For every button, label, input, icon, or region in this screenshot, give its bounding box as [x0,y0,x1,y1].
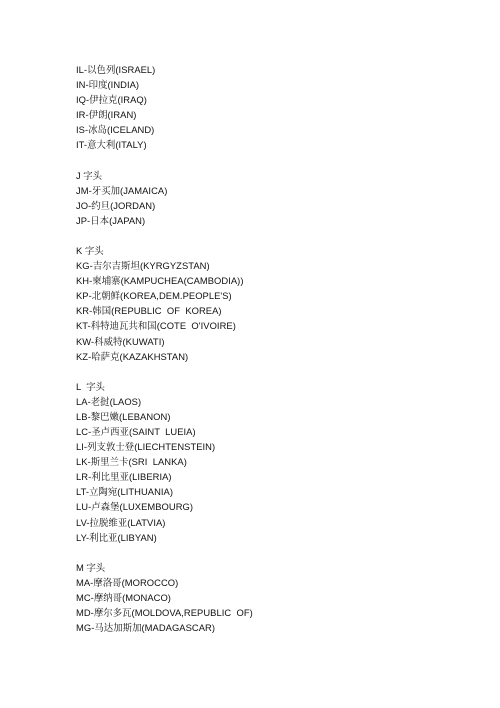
list-item: IS-冰岛(ICELAND) [76,124,155,136]
list-item: JP-日本(JAPAN) [76,214,146,226]
section-heading: L 字头 [76,380,105,392]
list-item: LR-利比里亚(LIBERIA) [76,471,172,483]
list-item: KT-科特迪瓦共和国(COTE O'IVOIRE) [76,320,236,332]
list-item: KW-科威特(KUWATI) [76,335,165,347]
list-item: KP-北朝鲜(KOREA,DEM.PEOPLE'S) [76,290,232,302]
section-heading: M 字头 [76,561,106,573]
list-item: LI-列支敦士登(LIECHTENSTEIN) [76,441,216,453]
list-item: KG-吉尔吉斯坦(KYRGYZSTAN) [76,260,210,272]
list-item: MA-摩洛哥(MOROCCO) [76,576,179,588]
list-item: JM-牙买加(JAMAICA) [76,184,168,196]
list-item: IT-意大利(ITALY) [76,139,147,151]
list-item: MC-摩纳哥(MONACO) [76,591,171,603]
section-m [76,560,480,635]
list-item: IN-印度(INDIA) [76,79,140,91]
list-item: LT-立陶宛(LITHUANIA) [76,486,174,498]
section-j [76,168,480,228]
section-i [76,62,480,153]
section-l [76,379,480,545]
list-item: LC-圣卢西亚(SAINT LUEIA) [76,425,196,437]
list-item: KH-柬埔寨(KAMPUCHEA(CAMBODIA)) [76,275,244,287]
list-item: LU-卢森堡(LUXEMBOURG) [76,501,194,513]
document-page [76,62,480,698]
section-k [76,243,480,364]
list-item: LK-斯里兰卡(SRI LANKA) [76,456,187,468]
list-item: MG-马达加斯加(MADAGASCAR) [76,622,216,634]
list-item: LB-黎巴嫩(LEBANON) [76,410,171,422]
list-item: IQ-伊拉克(IRAQ) [76,94,147,106]
list-item: KR-韩国(REPUBLIC OF KOREA) [76,305,222,317]
list-item: KZ-哈萨克(KAZAKHSTAN) [76,350,189,362]
list-item: JO-约旦(JORDAN) [76,199,156,211]
list-item: IL-以色列(ISRAEL) [76,64,156,75]
section-heading: J 字头 [76,169,103,181]
list-item: LA-老挝(LAOS) [76,395,142,407]
list-item: MD-摩尔多瓦(MOLDOVA,REPUBLIC OF) [76,607,253,618]
list-item: IR-伊朗(IRAN) [76,109,137,121]
list-item: LV-拉脱维亚(LATVIA) [76,516,166,528]
section-heading: K 字头 [76,244,104,256]
list-item: LY-利比亚(LIBYAN) [76,531,157,543]
